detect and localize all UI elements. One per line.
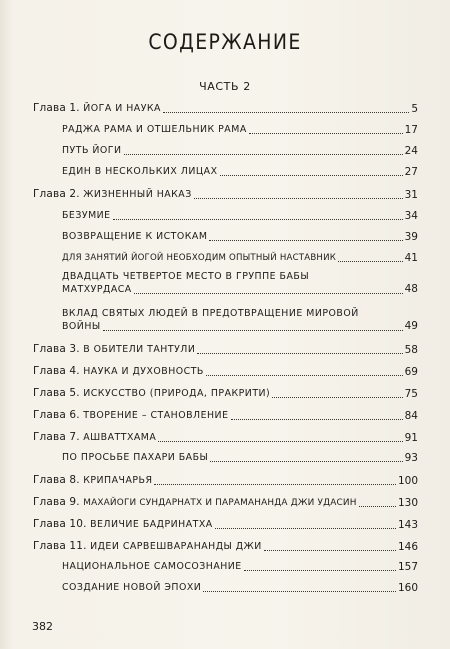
leader-dots bbox=[338, 260, 403, 262]
entry-title: МАХАЙОГИ СУНДАРНАТХ И ПАРАМАНАНДА ДЖИ УДАСИН bbox=[83, 498, 357, 508]
chapter-label: Глава 4. bbox=[33, 365, 80, 377]
toc-entry-bezumie[interactable] bbox=[62, 210, 418, 222]
entry-title: ПО ПРОСЬБЕ ПАХАРИ БАБЫ bbox=[62, 452, 209, 463]
toc-entry-dvadtsat-chetvertoe[interactable] bbox=[62, 270, 418, 296]
page-number: 49 bbox=[404, 320, 418, 332]
entry-title-line-1: ВКЛАД СВЯТЫХ ЛЮДЕЙ В ПРЕДОТВРАЩЕНИЕ МИРОВОЙ bbox=[62, 308, 359, 319]
leader-dots bbox=[359, 505, 396, 507]
chapter-label: Глава 11. bbox=[33, 540, 87, 552]
toc-entry-chapter-3[interactable] bbox=[33, 343, 418, 356]
toc-entry-chapter-11[interactable] bbox=[33, 540, 418, 553]
leader-dots bbox=[210, 460, 402, 462]
leader-dots bbox=[197, 352, 402, 354]
toc-entry-chapter-6[interactable] bbox=[33, 409, 418, 422]
page-number: 93 bbox=[404, 452, 418, 464]
chapter-label: Глава 3. bbox=[33, 343, 80, 355]
entry-title-line-2: МАТХУРДАСА bbox=[62, 284, 132, 295]
toc-entry-chapter-2[interactable] bbox=[33, 188, 418, 201]
leader-dots bbox=[158, 440, 402, 442]
toc-entry-nastavnik[interactable] bbox=[62, 252, 418, 264]
toc-entry-chapter-4[interactable] bbox=[33, 365, 418, 378]
entry-title: ЖИЗНЕННЫЙ НАКАЗ bbox=[83, 189, 192, 200]
leader-dots bbox=[244, 569, 396, 571]
leader-dots bbox=[163, 111, 409, 113]
page-number: 48 bbox=[404, 283, 418, 295]
leader-dots bbox=[206, 374, 403, 376]
page-number: 84 bbox=[404, 410, 418, 422]
folio-page-number: 382 bbox=[32, 620, 53, 633]
entry-title: НАУКА И ДУХОВНОСТЬ bbox=[83, 366, 204, 377]
page-number: 27 bbox=[404, 166, 418, 178]
leader-dots bbox=[203, 590, 396, 592]
chapter-label: Глава 2. bbox=[33, 188, 80, 200]
page-number: 130 bbox=[397, 497, 418, 509]
entry-title: ЕДИН В НЕСКОЛЬКИХ ЛИЦАХ bbox=[62, 166, 218, 177]
leader-dots bbox=[209, 239, 402, 241]
chapter-label: Глава 8. bbox=[33, 474, 80, 486]
toc-entry-vozvrashchenie[interactable] bbox=[62, 231, 418, 243]
leader-dots bbox=[113, 218, 403, 220]
toc-entry-chapter-1[interactable] bbox=[33, 102, 418, 115]
chapter-label: Глава 9. bbox=[33, 496, 80, 508]
entry-title: КРИПАЧАРЬЯ bbox=[83, 475, 153, 486]
page-number: 160 bbox=[397, 582, 418, 594]
part-heading: ЧАСТЬ 2 bbox=[199, 80, 251, 93]
leader-dots bbox=[220, 174, 403, 176]
toc-entry-chapter-5[interactable] bbox=[33, 387, 418, 400]
page-number: 58 bbox=[404, 344, 418, 356]
toc-entry-raja-rama[interactable] bbox=[62, 124, 418, 136]
entry-title: ДЛЯ ЗАНЯТИЙ ЙОГОЙ НЕОБХОДИМ ОПЫТНЫЙ НАСТАВНИК bbox=[62, 253, 337, 263]
chapter-label: Глава 10. bbox=[33, 518, 87, 530]
leader-dots bbox=[249, 132, 403, 134]
chapter-label: Глава 5. bbox=[33, 387, 80, 399]
page-number: 31 bbox=[404, 189, 418, 201]
page-title: СОДЕРЖАНИЕ bbox=[148, 30, 302, 54]
leader-dots bbox=[194, 197, 403, 199]
leader-dots bbox=[215, 527, 396, 529]
toc-entry-sozdanie-epokhi[interactable] bbox=[62, 582, 418, 594]
page-number: 39 bbox=[404, 231, 418, 243]
entry-title: РАДЖА РАМА И ОТШЕЛЬНИК РАМА bbox=[62, 124, 247, 135]
entry-title-line-1: ДВАДЦАТЬ ЧЕТВЕРТОЕ МЕСТО В ГРУППЕ БАБЫ bbox=[62, 271, 310, 282]
page-number: 69 bbox=[404, 366, 418, 378]
toc-entry-chapter-7[interactable] bbox=[33, 431, 418, 444]
page-number: 100 bbox=[397, 475, 418, 487]
leader-dots bbox=[272, 396, 402, 398]
entry-title: ИСКУССТВО (ПРИРОДА, ПРАКРИТИ) bbox=[83, 388, 271, 399]
toc-entry-edin[interactable] bbox=[62, 166, 418, 178]
toc-entry-chapter-10[interactable] bbox=[33, 518, 418, 531]
toc-entry-natsionalnoe[interactable] bbox=[62, 561, 418, 573]
entry-title-line-2: ВОЙНЫ bbox=[62, 321, 101, 332]
toc-entry-pakhari-baba[interactable] bbox=[62, 452, 418, 464]
entry-title: СОЗДАНИЕ НОВОЙ ЭПОХИ bbox=[62, 582, 202, 593]
page-number: 34 bbox=[404, 210, 418, 222]
entry-title: НАЦИОНАЛЬНОЕ САМОСОЗНАНИЕ bbox=[62, 561, 242, 572]
entry-title: ВОЗВРАЩЕНИЕ К ИСТОКАМ bbox=[62, 231, 208, 242]
leader-dots bbox=[154, 483, 395, 485]
page-number: 41 bbox=[404, 252, 418, 264]
toc-entry-chapter-8[interactable] bbox=[33, 474, 418, 487]
leader-dots bbox=[134, 292, 403, 294]
page-number: 5 bbox=[411, 103, 418, 115]
toc-entry-put-yogi[interactable] bbox=[62, 145, 418, 157]
leader-dots bbox=[103, 329, 403, 331]
page-number: 75 bbox=[404, 388, 418, 400]
page-number: 146 bbox=[397, 541, 418, 553]
entry-title: БЕЗУМИЕ bbox=[62, 210, 111, 221]
leader-dots bbox=[124, 153, 403, 155]
chapter-label: Глава 7. bbox=[33, 431, 80, 443]
page-number: 24 bbox=[404, 145, 418, 157]
entry-title: ТВОРЕНИЕ – СТАНОВЛЕНИЕ bbox=[83, 410, 229, 421]
chapter-label: Глава 1. bbox=[33, 102, 80, 114]
toc-entry-chapter-9[interactable] bbox=[33, 496, 418, 509]
page-number: 91 bbox=[404, 432, 418, 444]
entry-title: АШВАТТХАМА bbox=[83, 432, 157, 443]
entry-title: ВЕЛИЧИЕ БАДРИНАТХА bbox=[90, 519, 213, 530]
chapter-label: Глава 6. bbox=[33, 409, 80, 421]
entry-title: ЙОГА И НАУКА bbox=[83, 103, 161, 114]
page-number: 157 bbox=[397, 561, 418, 573]
toc-entry-vklad-svyatykh[interactable] bbox=[62, 307, 418, 333]
entry-title: В ОБИТЕЛИ ТАНТУЛИ bbox=[83, 344, 196, 355]
page-number: 143 bbox=[397, 519, 418, 531]
entry-title: ИДЕИ САРВЕШВАРАНАНДЫ ДЖИ bbox=[90, 541, 262, 552]
page-number: 17 bbox=[404, 124, 418, 136]
leader-dots bbox=[264, 549, 396, 551]
leader-dots bbox=[231, 418, 403, 420]
entry-title: ПУТЬ ЙОГИ bbox=[62, 145, 122, 156]
